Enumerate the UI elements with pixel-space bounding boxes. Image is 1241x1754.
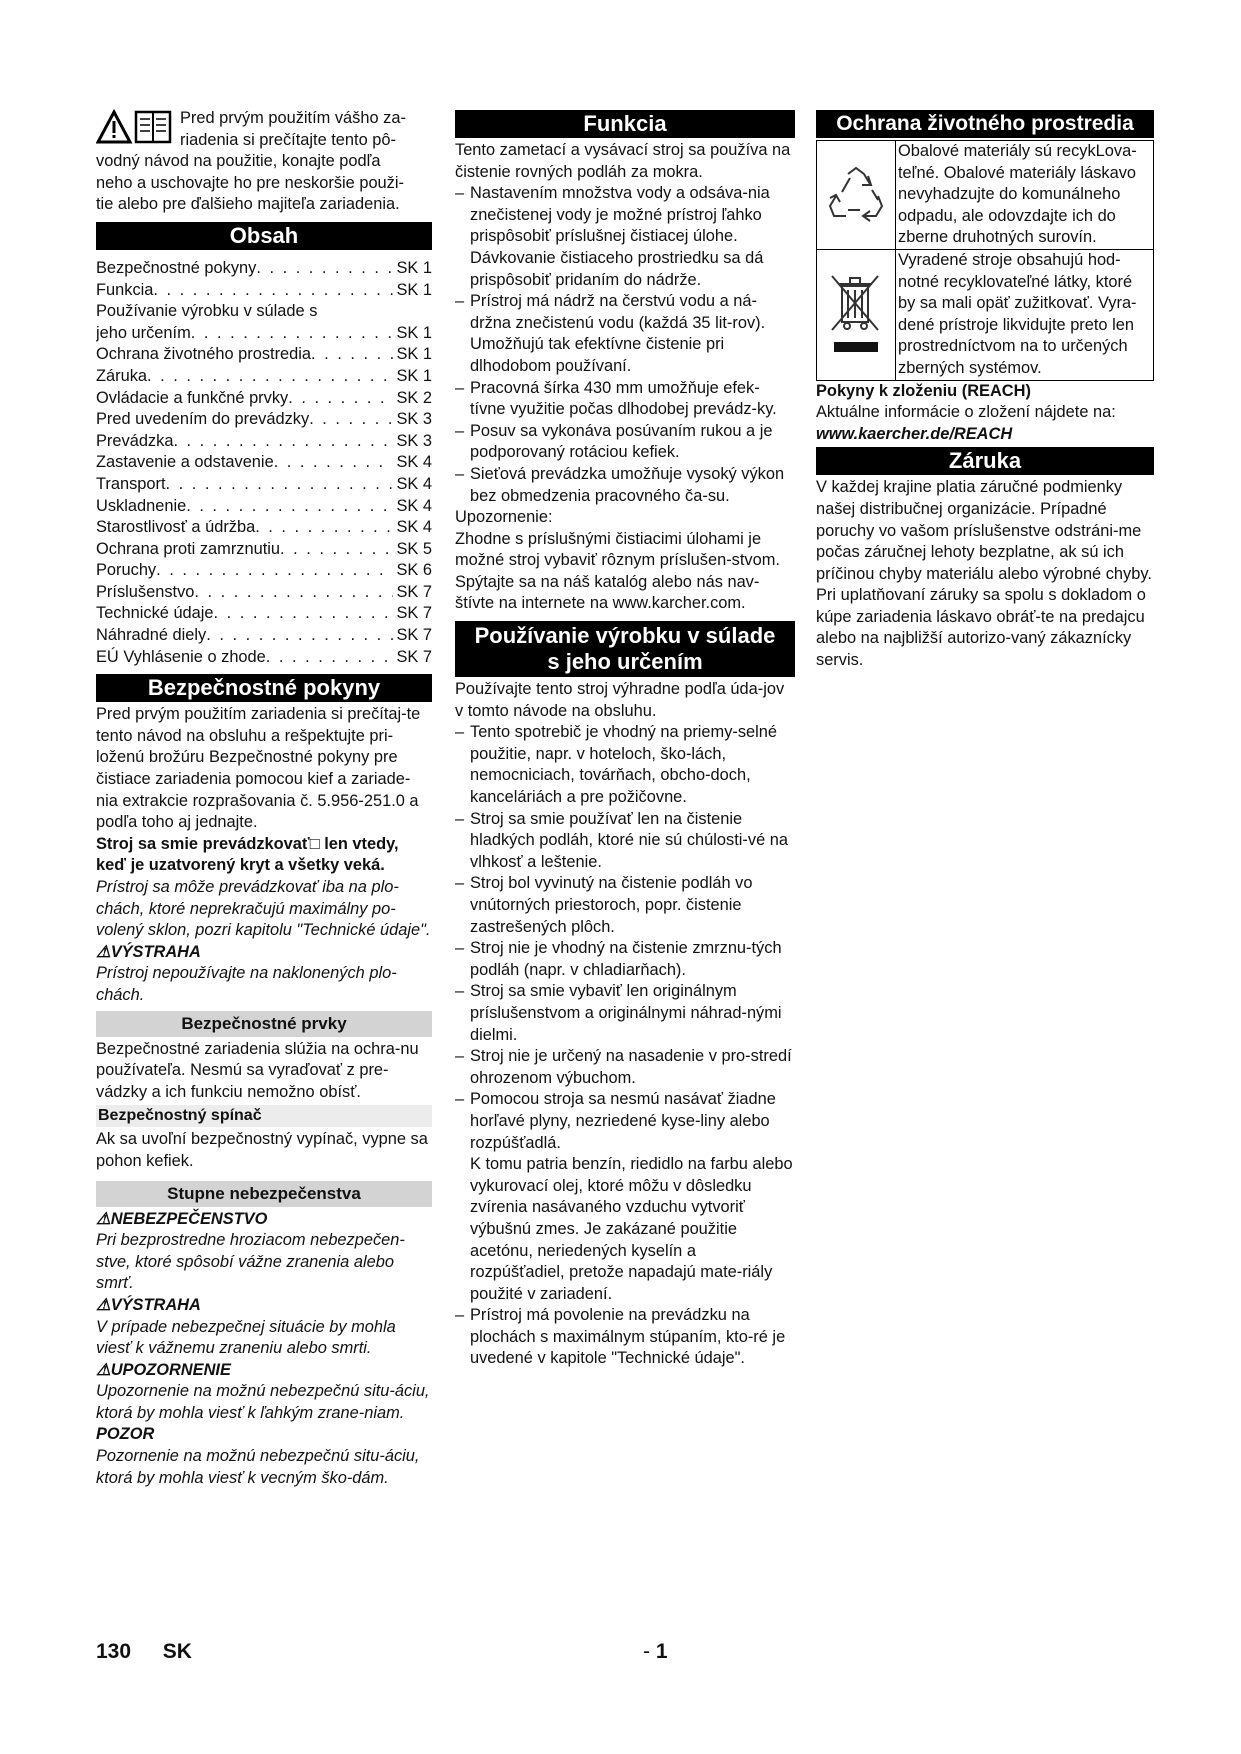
- intended-use-title-line: Používanie výrobku v súlade: [474, 623, 776, 649]
- intro-line: tie alebo pre ďalšieho majiteľa zariadenia.: [96, 195, 400, 214]
- toc-item-label: Ochrana proti zamrznutiu: [96, 539, 281, 558]
- page-footer-left: [96, 1640, 192, 1664]
- intended-use-list: [455, 722, 795, 1370]
- list-item: – Pomocou stroja sa nesmú nasávať žiadne horľavé plyny, nezriedené kyse-liny alebo rozpúšťadlá. K tomu patria benzín, riedidlo na farbu alebo vykurovací olej, ktoré môžu v dôsledku zvírenia nasávaného vzduchu vytvoriť výbušnú zmes. Je zakázané použitie acetónu, neriedených kyselín a rozpúšťadiel, pretože napadajú mate-riály použité v zariadení.: [455, 1089, 795, 1305]
- toc-item[interactable]: [96, 258, 432, 280]
- list-item: – Pracovná šírka 430 mm umožňuje efek-tívne využitie počas dlhodobej prevádz-ky.: [455, 378, 795, 421]
- footer-number: 1: [655, 1640, 668, 1663]
- warning-text: Prístroj nepoužívajte na naklonených plo-chách.: [96, 964, 397, 1004]
- caution-label: ⚠UPOZORNENIE: [96, 1360, 231, 1379]
- toc-item-label: Starostlivosť a údržba: [96, 518, 256, 537]
- toc-title: Obsah: [96, 222, 432, 250]
- crossed-bin-icon: [826, 272, 886, 358]
- toc-item-page: SK 4: [396, 474, 432, 493]
- safety-devices-text: Bezpečnostné zariadenia slúžia na ochra-nu používateľa. Nesmú sa vyraďovať z pre-vádzky a ich funkciu nemožno obísť.: [96, 1039, 419, 1101]
- toc-item-page: SK 4: [396, 453, 432, 472]
- toc-item-leader: [153, 280, 393, 302]
- toc-item-label: Funkcia: [96, 280, 154, 299]
- danger-label: ⚠NEBEZPEČENSTVO: [96, 1209, 268, 1228]
- toc-item[interactable]: [96, 388, 432, 410]
- safety-bold-note: Stroj sa smie prevádzkovať□ len vtedy, keď je uzatvorený kryt a všetky veká.: [96, 834, 399, 875]
- toc-item-label: Poruchy: [96, 561, 157, 580]
- column-right: [816, 108, 1154, 672]
- toc-item-label: Používanie výrobku v súlade s: [96, 302, 318, 321]
- column-middle: [455, 108, 795, 1370]
- toc-item-label: Ovládacie a funkčné prvky: [96, 388, 289, 407]
- packaging-text: Obalové materiály sú recykLova-teľné. Obalové materiály láskavo nevyhadzujte do komunálneho odpadu, ale odovzdajte ich do zberne druhotných surovín.: [895, 141, 1153, 249]
- toc-item[interactable]: [96, 539, 432, 561]
- toc-item-label: Pred uvedením do prevádzky: [96, 410, 310, 429]
- toc-item-page: SK 1: [396, 280, 432, 299]
- safety-intro: Pred prvým použitím zariadenia si prečítaj-te tento návod na obsluhu a rešpektujte pri-loženú brožúru Bezpečnostné pokyny pre čistiace zariadenia pomocou kief a zariade-nia extrakcie rozprašovania č. 5.956-251.0 a podľa toho aj jednajte.: [96, 705, 421, 832]
- toc-item-page: SK 5: [396, 539, 432, 558]
- environment-title: Ochrana životného prostredia: [816, 110, 1154, 138]
- list-item: – Stroj sa smie vybaviť len originálnym príslušenstvom a originálnymi náhrad-nými dielmi.: [455, 981, 795, 1046]
- intro-line: riadenia si prečítajte tento pô-: [180, 130, 396, 149]
- toc-item[interactable]: [96, 409, 432, 431]
- toc-item-leader: [206, 625, 393, 647]
- toc-item[interactable]: [96, 431, 432, 453]
- note-text-website: Spýtajte sa na náš katalóg alebo nás nav-štívte na internete na www.karcher.com.: [455, 572, 760, 613]
- warning-manual-icon: [96, 108, 176, 150]
- toc-item[interactable]: [96, 603, 432, 625]
- list-item: – Stroj bol vyvinutý na čistenie podláh vo vnútorných priestoroch, popr. čistenie zastrešených plôch.: [455, 873, 795, 938]
- toc-item[interactable]: [96, 496, 432, 518]
- safety-switch-text: Ak sa uvoľní bezpečnostný vypínač, vypne sa pohon kefiek.: [96, 1130, 428, 1170]
- toc-item-label: Záruka: [96, 366, 148, 385]
- toc-item-label: Prevádzka: [96, 431, 174, 450]
- toc-item-page: SK 1: [396, 345, 432, 364]
- intro-line: vodný návod na použitie, konajte podľa: [96, 152, 381, 171]
- toc-item-page: SK 7: [396, 582, 432, 601]
- notice-text: Pozornenie na možnú nebezpečnú situ-áciu, ktorá by mohla viesť k vecným ško-dám.: [96, 1447, 420, 1487]
- toc-item-page: SK 7: [396, 626, 432, 645]
- toc-item[interactable]: [96, 560, 432, 582]
- reach-title: Pokyny k zloženiu (REACH): [816, 381, 1031, 400]
- safety-title: Bezpečnostné pokyny: [96, 674, 432, 702]
- list-item: – Stroj nie je vhodný na čistenie zmrznu-tých podláh (napr. v chladiarňach).: [455, 938, 795, 981]
- list-item-extra: Dávkovanie čistiaceho prostriedku sa dá prispôsobiť pridaním do nádrže.: [470, 248, 764, 289]
- toc-item-label: jeho určením: [96, 323, 191, 342]
- toc-item-label: Technické údaje: [96, 604, 214, 623]
- toc-item-leader: [256, 258, 393, 280]
- toc-item[interactable]: [96, 517, 432, 539]
- function-title: Funkcia: [455, 110, 795, 138]
- danger-levels-title: Stupne nebezpečenstva: [96, 1181, 432, 1207]
- toc-item-page: SK 1: [396, 323, 432, 342]
- toc-item-label: Uskladnenie: [96, 496, 187, 515]
- toc-item[interactable]: [96, 323, 432, 345]
- toc-item-leader: [309, 409, 393, 431]
- toc-item-leader: [186, 496, 393, 518]
- toc-item-page: SK 1: [396, 258, 432, 277]
- toc-item[interactable]: [96, 452, 432, 474]
- toc-item-leader: [255, 517, 393, 539]
- toc-item[interactable]: [96, 366, 432, 388]
- warning-level-label: ⚠VÝSTRAHA: [96, 1295, 201, 1314]
- toc-item-leader: [147, 366, 393, 388]
- toc-item-leader: [191, 323, 394, 345]
- notice-label: POZOR: [96, 1425, 155, 1444]
- page-footer-center: [643, 1640, 668, 1664]
- function-intro: Tento zametací a vysávací stroj sa používa na čistenie rovných podláh za mokra.: [455, 141, 791, 181]
- toc-item-leader: [166, 474, 394, 496]
- toc-item-label: Transport: [96, 474, 166, 493]
- warranty-text: V každej krajine platia záručné podmienky našej distribučnej organizácie. Prípadné poruchy vo vašom príslušenstve odstráni-me počas záručnej lehoty bezplatne, ak sú ich príčinou chyby materiálu alebo výrobné chyby. Pri uplatňovaní záruky sa spolu s dokladom o kúpe zariadenia láskavo obráť-te na predajcu alebo na najbližší autorizo-vaný zákaznícky servis.: [816, 478, 1152, 670]
- list-item: – Posuv sa vykonáva posúvaním rukou a je podporovaný rotáciou kefiek.: [455, 421, 795, 464]
- toc-item-page: SK 4: [396, 518, 432, 537]
- toc-item[interactable]: [96, 474, 432, 496]
- column-left: [96, 108, 432, 1489]
- toc-item-page: SK 1: [396, 366, 432, 385]
- list-item: – Stroj nie je určený na nasadenie v pro-stredí ohrozenom výbuchom.: [455, 1046, 795, 1089]
- intro-notice: [96, 108, 432, 216]
- toc-item-page: SK 3: [396, 431, 432, 450]
- note-label: Upozornenie:: [455, 508, 553, 527]
- toc-item[interactable]: [96, 344, 432, 366]
- toc-item-leader: [156, 560, 393, 582]
- intro-line: neho a uschovajte ho pre neskoršie použi-: [96, 173, 404, 192]
- safety-devices-title: Bezpečnostné prvky: [96, 1011, 432, 1037]
- warranty-title: Záruka: [816, 447, 1154, 475]
- language-code: SK: [162, 1640, 192, 1663]
- toc-item-label: EÚ Vyhlásenie o zhode: [96, 647, 266, 666]
- list-item: – Stroj sa smie používať len na čistenie hladkých podláh, ktoré nie sú chúlosti-vé na vlhkosť a leštenie.: [455, 809, 795, 874]
- toc-item-leader: [280, 539, 393, 561]
- toc-item-leader: [173, 431, 393, 453]
- toc-item-label: Zastavenie a odstavenie: [96, 453, 274, 472]
- list-item-extra: K tomu patria benzín, riedidlo na farbu alebo vykurovací olej, ktoré môžu v dôsledku zvírenia nasávaného vzduchu vytvoriť výbušnú zmes. Je zakázané použitie acetónu, neriedených kyselín a rozpúšťadiel, pretože napadajú mate-riály použité v zariadení.: [470, 1155, 793, 1303]
- safety-switch-title: Bezpečnostný spínač: [96, 1105, 432, 1127]
- toc-item-leader: [311, 344, 393, 366]
- toc-item[interactable]: [96, 582, 432, 604]
- toc-item-label: Ochrana životného prostredia: [96, 345, 312, 364]
- warning-level-text: V prípade nebezpečnej situácie by mohla viesť k vážnemu zraneniu alebo smrti.: [96, 1317, 396, 1358]
- toc-item-leader: [194, 582, 393, 604]
- toc-item-label: Príslušenstvo: [96, 582, 195, 601]
- toc-item-leader: [288, 388, 393, 410]
- recycle-icon: [824, 166, 888, 224]
- toc-item[interactable]: [96, 280, 432, 302]
- toc-item[interactable]: [96, 301, 432, 323]
- intro-line: Pred prvým použitím vášho za-: [180, 109, 406, 127]
- toc-item-page: SK 6: [396, 561, 432, 580]
- list-item: – Tento spotrebič je vhodný na priemy-selné použitie, napr. v hoteloch, ško-lách, nemocniciach, továrňach, obcho-doch, kanceláriách a pre požičovne.: [455, 722, 795, 808]
- toc-item-leader: [274, 452, 394, 474]
- table-of-contents: [96, 258, 432, 668]
- toc-item-page: SK 4: [396, 496, 432, 515]
- packaging-recycling-box: [816, 140, 1154, 250]
- toc-item-page: SK 7: [396, 647, 432, 666]
- caution-text: Upozornenie na možnú nebezpečnú situ-áciu, ktorá by mohla viesť k ľahkým zrane-niam.: [96, 1382, 430, 1422]
- toc-item-label: Náhradné diely: [96, 626, 207, 645]
- note-text: Zhodne s príslušnými čistiacimi úlohami je možné stroj vybaviť rôznym príslušen-stvom.: [455, 529, 780, 570]
- safety-slope-note: Prístroj sa môže prevádzkovať iba na plo-chách, ktoré neprekračujú maximálny po-volený sklon, pozri kapitolu "Technické údaje".: [96, 878, 431, 940]
- danger-text: Pri bezprostredne hroziacom nebezpečen-stve, ktoré spôsobí vážne zranenia alebo smrť.: [96, 1231, 405, 1293]
- disposal-text: Vyradené stroje obsahujú hod-notné recyklovateľné látky, ktoré by sa mali opäť zužitkovať. Vyra-dené prístroje likvidujte preto len prostredníctvom na to určených zberných systémov.: [895, 250, 1153, 380]
- toc-item-page: SK 2: [396, 388, 432, 407]
- toc-item-label: Bezpečnostné pokyny: [96, 258, 257, 277]
- toc-item[interactable]: [96, 625, 432, 647]
- function-list: [455, 183, 795, 507]
- disposal-box: [816, 250, 1154, 381]
- intended-use-intro: Používajte tento stroj výhradne podľa úda-jov v tomto návode na obsluhu.: [455, 680, 785, 720]
- toc-item-leader: [214, 603, 394, 625]
- intended-use-title: [455, 621, 795, 677]
- toc-item[interactable]: [96, 647, 432, 669]
- warning-label: ⚠VÝSTRAHA: [96, 942, 201, 961]
- toc-item-page: SK 3: [396, 410, 432, 429]
- intended-use-title-line: s jeho určením: [547, 649, 703, 675]
- toc-item-leader: [266, 647, 394, 669]
- footer-prefix: -: [643, 1640, 656, 1663]
- list-item: – Nastavením množstva vody a odsáva-nia znečistenej vody je možné prístroj ľahko prispôsobiť príslušnej čistiacej úlohe. Dávkovanie čistiaceho prostriedku sa dá prispôsobiť pridaním do nádrže.: [455, 183, 795, 291]
- list-item: – Prístroj má povolenie na prevádzku na plochách s maximálnym stúpaním, kto-ré je uvedené v kapitole "Technické údaje".: [455, 1305, 795, 1370]
- reach-text: Aktuálne informácie o zložení nájdete na:: [816, 403, 1116, 422]
- toc-item-page: SK 7: [396, 604, 432, 623]
- list-item: – Prístroj má nádrž na čerstvú vodu a ná-držna znečistenú vodu (každá 35 lit-rov). Umožňujú tak efektívne čistenie pri dlhodobom používaní.: [455, 291, 795, 377]
- list-item: – Sieťová prevádzka umožňuje vysoký výkon bez obmedzenia pracovného ča-su.: [455, 464, 795, 507]
- page-number: 130: [96, 1640, 132, 1663]
- reach-link[interactable]: www.kaercher.de/REACH: [816, 424, 1013, 443]
